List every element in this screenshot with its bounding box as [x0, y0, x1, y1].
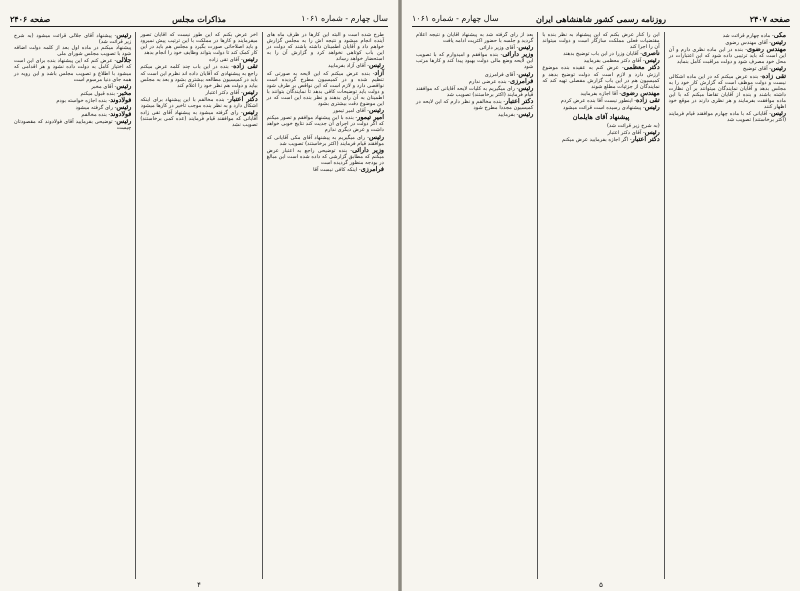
section-heading: پیشنهاد آقای هایلمان [572, 113, 630, 122]
speech-text: - بنده عرض میکنم که این لایحه به صورتی که تنظیم شده و در کمیسیون مطرح گردیده است نواقصی دارد و لازم است که این نواقص بر طرف شود و دولت باید توضیحات کافی بدهد تا نمایندگان بتوانند با اطمینان به آن رای بدهند و نظر بنده این است که در این موضوع دقت بیشتری بشود [266, 70, 384, 108]
speaker-name: رئیس [116, 32, 132, 39]
speech-text: بعد از رای گرفته شد به پیشنهاد آقایان و نتیجه اعلام گردید و جلسه با حضور اکثریت ادامه یافت [416, 32, 534, 45]
speech-text: - عرض کنم به عقیده بنده موضوع ارزش دارد و لازم است که دولت توضیح بدهد و کمیسیون هم در این باب گزارش مفصلی تهیه کند که نمایندگان از جزئیات مطلع شوند [542, 65, 660, 90]
speaker-name: وزیر دارائی [502, 50, 534, 59]
right-page-column-1 [665, 32, 790, 579]
speech-text: - بنده عرضی ندارم [468, 78, 510, 85]
speech-text: - پیشنهادی رسیده است قرائت میشود [563, 105, 645, 112]
speech-text: - اینطور نیست آقا بنده عرض کردم [560, 97, 637, 104]
speech-text: - آقای تقی زاده [209, 57, 243, 64]
speaker-name: جلالی [116, 56, 132, 65]
speaker-name: رئیس [518, 83, 534, 92]
speaker-name: رئیس [242, 108, 258, 117]
speaker-name: رئیس [518, 110, 534, 119]
speech-text: - آقای مهندس رضوی [725, 40, 772, 47]
left-page-footer-number: ۴ [197, 581, 201, 589]
speech-text: - آقای دکتر معظمی بفرمایید [583, 58, 645, 65]
left-page-header [10, 12, 388, 27]
speaker-name: مهندس رضوی [621, 88, 660, 97]
speaker-name: رئیس [116, 117, 132, 126]
speech-text: - اگر اجازه بفرمایید عرض میکنم [561, 137, 632, 144]
speech-text: - آقای توضیح [742, 66, 772, 73]
speech-text: - آقای دکتر اعتبار [205, 89, 243, 96]
speech-text: - آقای فرامرزی [484, 71, 519, 78]
right-page-header [412, 12, 790, 27]
speech-text: - آقا اجازه بفرمایید [580, 90, 622, 97]
speaker-name: رئیس [644, 56, 660, 65]
speaker-name: تقی زاده [233, 62, 258, 71]
speaker-name: مکی [773, 32, 786, 39]
left-page [0, 0, 398, 591]
speaker-name: مخبر [118, 88, 132, 97]
speech-text: - آقای دکتر اعتبار [607, 130, 645, 137]
speaker-name: دکتر اعتبار [505, 96, 534, 105]
left-page-column-2 [136, 32, 262, 579]
left-page-column-1 [263, 32, 388, 579]
speech-text: - بنده قبول میکنم [80, 90, 119, 97]
speech-text: این را کنار عرض بکنم که این پیشنهاد به نظر بنده با مقتضیات فعلی مملکت سازگار است و دولت میتواند آن را اجرا کند [542, 32, 660, 51]
speaker-name: رئیس [369, 61, 384, 70]
speaker-name: تقی زاده [762, 71, 786, 80]
speech-text: - بنده اجازه خواسته بودم [56, 97, 111, 104]
right-page-column-3 [412, 32, 538, 579]
speech-text: (به شرح زیر قرائت شد) [607, 123, 660, 130]
speech-text: - بنده عرض میکنم که در این ماده اشکالی نیست و دولت موظف است که گزارش کار خود را به مجلس بدهد و آقایان نمایندگان میتوانند بر آن نظارت داشته باشند و بنده از آقایان تقاضا میکنم که با این ماده موافقت بفرمایند و هر نظری دارند در موقع خود اظهار کنند [668, 73, 786, 111]
right-page [402, 0, 800, 591]
left-page-column-3 [10, 32, 136, 579]
speech-text: - بنده در این ماده نظری دارم و آن این است که باید ترتیبی داده شود که این اعتبارات در محل خود مصرف شود و دولت مراقبت کامل بنماید [668, 47, 786, 66]
right-page-column-2 [538, 32, 664, 579]
right-page-columns [412, 32, 790, 579]
speaker-name: رئیس [644, 128, 660, 137]
speaker-name: رئیس [518, 43, 534, 52]
left-page-header-title: مذاکرات مجلس [172, 14, 226, 24]
speaker-name: رئیس [369, 132, 384, 141]
speech-text: - رای میگیریم به پیشنهاد آقای مکی آقایانی که موافقند قیام فرمایند (اکثر برخاستند) تصویب شد [266, 134, 384, 147]
speech-text: آخر عرض بکنم که این طور نیست که آقایان تصور میفرمایند و کارها در مملکت با این ترتیب پیش نمیرود و باید اصلاحاتی صورت بگیرد و مجلس هم باید در این کار کمک کند تا دولت بتواند وظایف خود را انجام بدهد [140, 32, 258, 57]
speech-text: - بنده مخالفم با این پیشنهاد برای اینکه اشکال دارد و به نظر بنده موجب تاخیر در کارها میشود [140, 96, 258, 110]
speech-text: - بنده موافقم و امیدوارم که با تصویب این لایحه وضع مالی دولت بهبود پیدا کند و کارها مرتب شود [416, 52, 534, 71]
speaker-name: تقی زاده [636, 95, 660, 104]
speech-text: - آقای آزاد بفرمایید [328, 63, 370, 70]
speaker-name: فولادوند [110, 95, 132, 104]
speaker-name: دکتر اعتبار [228, 94, 258, 103]
speaker-name: دکتر معظمی [623, 63, 660, 72]
speech-text: - بنده در این باب چند کلمه عرض میکنم راجع به پیشنهادی که آقایان داده اند نظرم این است که باید در کمیسیون مطالعه بیشتری بشود و بعد به مجلس بیاید و دولت هم نظر خود را اعلام کند [140, 64, 258, 89]
speaker-name: رئیس [116, 103, 132, 112]
speaker-name: رئیس [242, 87, 258, 96]
speaker-name: فولادوند [110, 110, 132, 119]
speech-text: - آقای وزیر دارائی [479, 45, 519, 52]
speaker-name: رئیس [771, 64, 786, 73]
right-page-header-title: روزنامه رسمی کشور شاهنشاهی ایران [536, 14, 666, 24]
speaker-name: ناصری [641, 49, 660, 58]
speech-text: - آقایان وزرا در این باب توضیح بدهند [563, 51, 642, 58]
speech-text: - ماده چهارم قرائت شد [722, 33, 774, 39]
left-page-issue: سال چهارم - شماره ۱۰۶۱ [301, 14, 388, 23]
right-page-issue: سال چهارم - شماره ۱۰۶۱ [412, 14, 499, 23]
speech-text: - توضیحی بفرمایید آقای فولادوند که مقصودتان چیست [14, 119, 132, 132]
speech-text: - عرض کنم که این پیشنهاد بنده برای این است که اختیار کامل به دولت داده نشود و هر اقدامی که میشود با اطلاع و تصویب مجلس باشد و این رویه در همه جای دنیا مرسوم است [14, 58, 132, 83]
speech-text: - آقایانی که با ماده چهارم موافقند قیام فرمایند (اکثر برخاستند) تصویب شد [668, 111, 786, 124]
speaker-name: رئیس [644, 103, 660, 112]
speaker-name: رئیس [771, 109, 786, 118]
speech-text: - رای گرفته میشود [75, 105, 117, 112]
speaker-name: فرامرزی [360, 164, 384, 173]
speech-text: پیشنهاد میکنم در ماده اول بعد از کلمه دولت اضافه شود با تصویب مجلس شورای ملی [14, 45, 132, 58]
speaker-name: رئیس [116, 81, 132, 90]
speaker-name: فرامرزی [509, 76, 534, 85]
left-page-columns [10, 32, 388, 579]
speaker-name: مهندس رضوی [747, 45, 786, 54]
right-page-footer-number: ۵ [599, 581, 603, 589]
speech-text: طرح شده است و البته این کارها در ظرف ماه های آینده انجام میشود و نتیجه اش را به مجلس گزارش خواهم داد و آقایان اطمینان داشته باشند که دولت در این باب کوتاهی نخواهد کرد و گزارش آن را به استحضار خواهد رساند [266, 32, 384, 63]
speech-text: - اینکه کافی نیست آقا [313, 166, 361, 173]
speech-text: - رای گرفته میشود به پیشنهاد آقای تقی زاده آقایانی که موافقند قیام فرمایند (عده کمی برخاستند) تصویب نشد [140, 110, 258, 129]
speaker-name: دکتر اعتبار [631, 135, 660, 144]
speech-text: - آقای مخبر [91, 83, 117, 90]
speech-text: - پیشنهاد آقای جلالی قرائت میشود (به شرح زیر قرائت شد) [14, 33, 132, 46]
speaker-name: وزیر دارائی [352, 145, 384, 154]
speaker-name: رئیس [242, 55, 258, 64]
speech-text: - بنده با این پیشنهاد موافقم و تصور میکنم که اگر دولت در اجرای آن جدیت کند نتایج خوبی خواهد داشت و عرض دیگری ندارم [266, 115, 384, 134]
speaker-name: آزاد [374, 68, 384, 77]
speech-text: - آقای امیر تیمور [332, 108, 370, 115]
speaker-name: رئیس [518, 69, 534, 78]
speech-text: - بفرمایید [497, 112, 519, 119]
speaker-name: رئیس [771, 38, 786, 47]
left-page-number: صفحه ۲۴۰۶ [10, 14, 51, 24]
speech-text: - بنده توضیحی راجع به اعتبار عرض میکنم که مطابق گزارشی که داده شده است این مبالغ در بودجه منظور گردیده است [266, 147, 384, 166]
speech-text: - رای میگیریم به کلیات لایحه آقایانی که موافقند قیام فرمایند (اکثر برخاستند) تصویب شد [416, 85, 534, 98]
speech-text: - بنده مخالفم [81, 112, 111, 119]
speech-text: - بنده مخالفم و نظر دارم که این لایحه در کمیسیون مجددا مطرح شود [416, 98, 534, 112]
speaker-name: امیر تیمور [357, 113, 384, 122]
speaker-name: رئیس [369, 106, 384, 115]
right-page-number: صفحه ۲۴۰۷ [749, 14, 790, 24]
